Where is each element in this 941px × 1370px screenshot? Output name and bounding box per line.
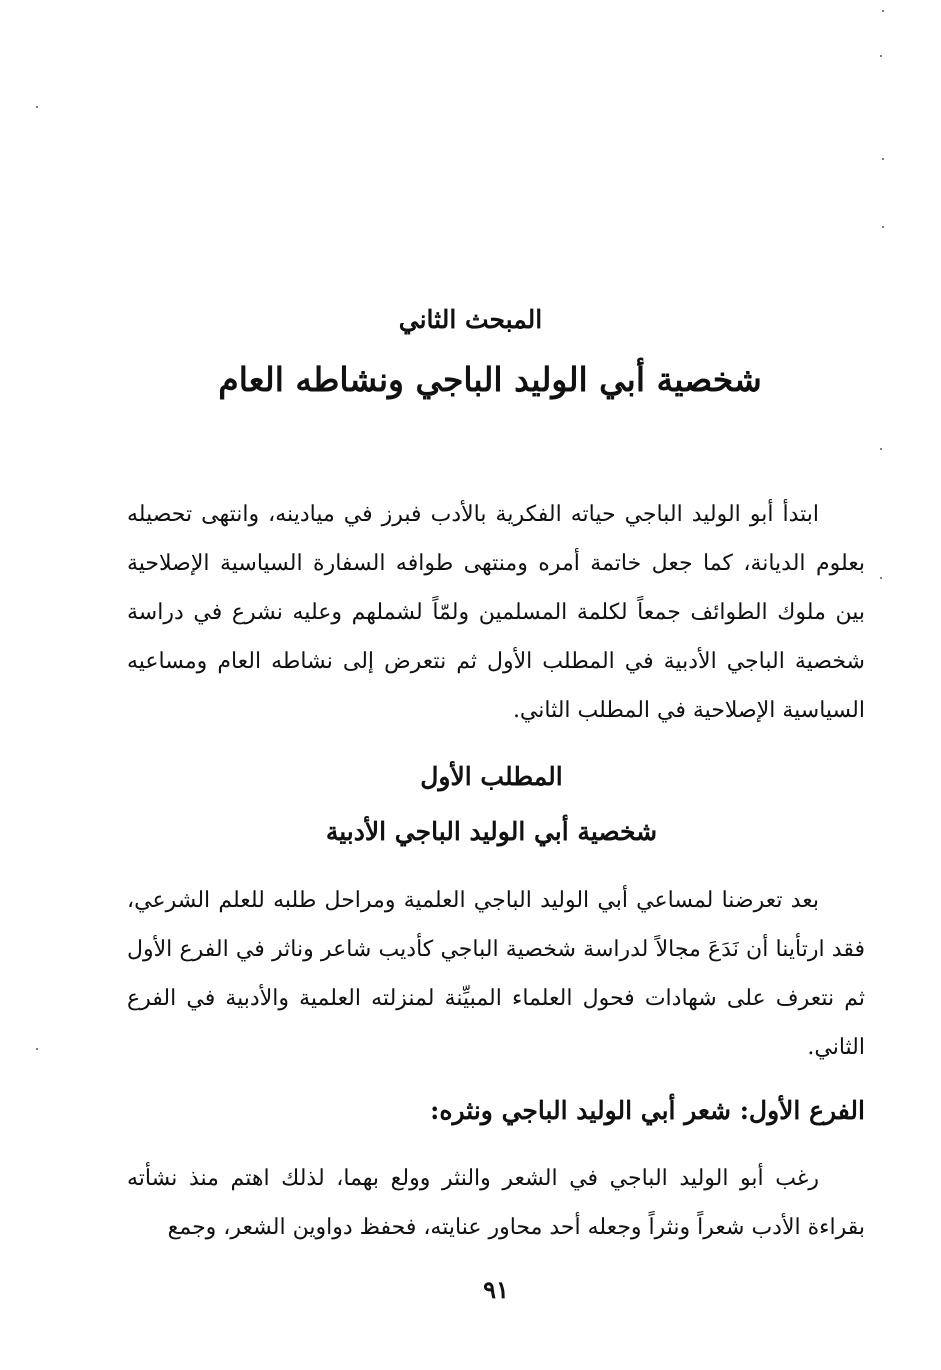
branch-title: الفرع الأول: شعر أبي الوليد الباجي ونثره: bbox=[430, 1096, 865, 1125]
scan-speck bbox=[36, 106, 38, 108]
branch-text: رغب أبو الوليد الباجي في الشعر والنثر وولع بهما، لذلك اهتم منذ نشأته بقراءة الأدب شعراً ونثراً وجعله أحد محاور عنايته، فحفظ دواوين الشعر، وجمع bbox=[127, 1166, 865, 1240]
section-title: المبحث الثاني bbox=[398, 305, 543, 334]
scan-speck bbox=[36, 1048, 38, 1050]
scan-speck bbox=[882, 158, 884, 160]
scan-speck bbox=[880, 448, 882, 450]
intro-text: ابتدأ أبو الوليد الباجي حياته الفكرية بالأدب فبرز في ميادينه، وانتهى تحصيله بعلوم الديانة، كما جعل خاتمة أمره ومنتهى طوافه السفارة السياسية الإصلاحية بين ملوك الطوائف جمعاً لكلمة المسلمين ولمّاً لشملهم وعليه نشرع في دراسة شخصية الباجي الأدبية في المطلب الأول ثم نتعرض إلى نشاطه العام ومساعيه السياسية الإصلاحية في المطلب الثاني. bbox=[127, 502, 865, 723]
section-subtitle: شخصية أبي الوليد الباجي ونشاطه العام bbox=[218, 360, 762, 399]
scan-speck bbox=[882, 226, 884, 228]
scan-speck bbox=[880, 577, 882, 579]
intro-paragraph bbox=[127, 490, 865, 735]
requirement-title: المطلب الأول bbox=[420, 762, 563, 791]
scan-speck bbox=[882, 10, 884, 12]
requirement-subtitle: شخصية أبي الوليد الباجي الأدبية bbox=[325, 817, 658, 846]
scan-speck bbox=[880, 55, 882, 57]
requirement-paragraph bbox=[127, 876, 865, 1072]
branch-paragraph bbox=[127, 1154, 865, 1252]
page-number: ٩١ bbox=[483, 1275, 509, 1304]
requirement-text: بعد تعرضنا لمساعي أبي الوليد الباجي العلمية ومراحل طلبه للعلم الشرعي، فقد ارتأينا أن نَدَعَ مجالاً لدراسة شخصية الباجي كأديب شاعر وناثر في الفرع الأول ثم نتعرف على شهادات فحول العلماء المبيِّنة لمنزلته العلمية والأدبية في الفرع الثاني. bbox=[127, 888, 865, 1060]
